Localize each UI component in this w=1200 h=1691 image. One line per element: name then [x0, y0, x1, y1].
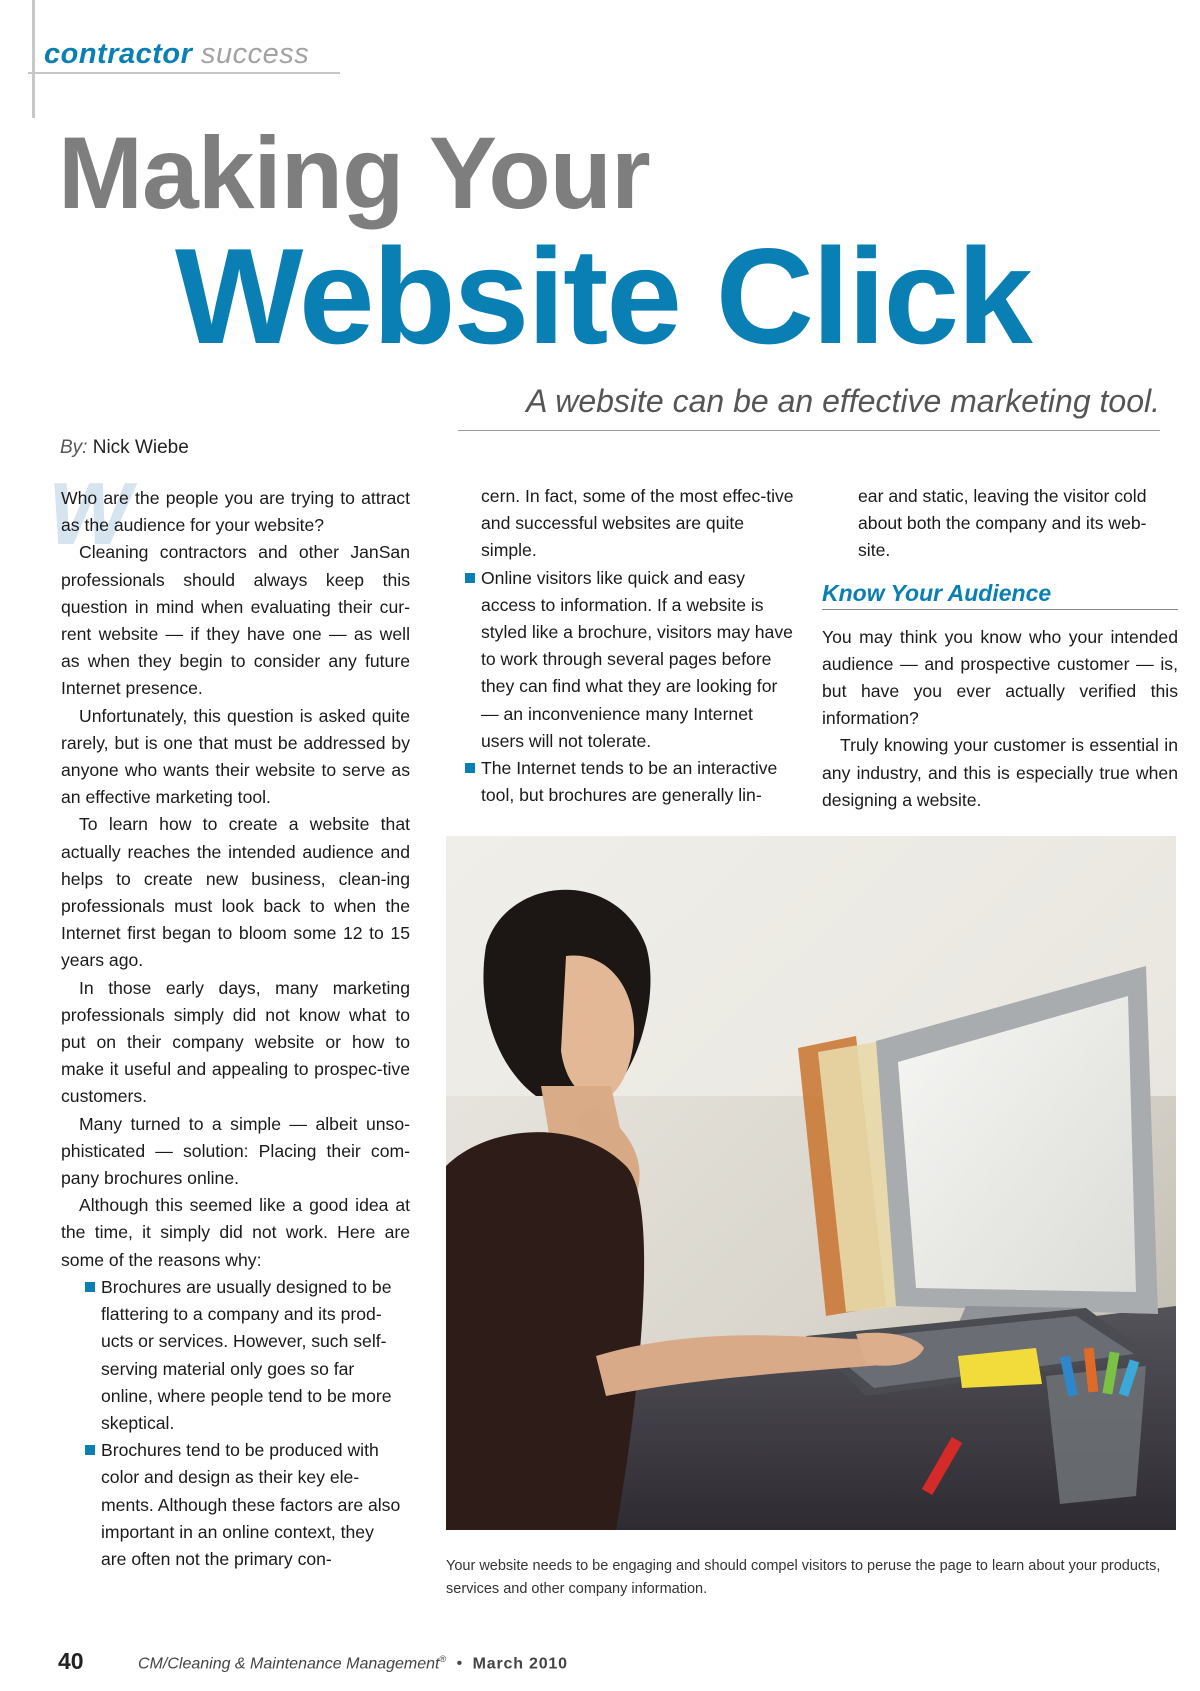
reasons-list [463, 565, 796, 810]
article-column-1 [61, 485, 410, 1573]
footer-magazine: CM/Cleaning & Maintenance Management [138, 1655, 440, 1673]
corner-rule-horizontal [28, 72, 340, 74]
paragraph-continued: cern. In fact, some of the most effec-tive and successful websites are quite simple. [481, 486, 794, 561]
byline [60, 437, 189, 459]
headline-line1: Making Your [58, 116, 650, 230]
paragraph: Unfortunately, this question is asked quite rarely, but is one that must be addressed by anyone who wants their website to serve as an effective marketing tool. [61, 705, 410, 808]
byline-author: Nick Wiebe [92, 437, 189, 458]
list-item: Online visitors like quick and easy access to information. If a website is styled like a brochure, visitors may have to work through several pages before they can find what they are looking for — an inconvenience many Internet users will not tolerate. [463, 565, 796, 755]
paragraph: In those early days, many marketing professionals simply did not know what to put on their company website or how to make it useful and appealing to prospec-tive customers. [61, 977, 410, 1107]
section-tag-word2: success [200, 38, 310, 70]
paragraph: Although this seemed like a good idea at the time, it simply did not work. Here are some of the reasons why: [61, 1195, 410, 1270]
article-photo [446, 836, 1176, 1530]
corner-rule-vertical [32, 0, 35, 118]
paragraph: Cleaning contractors and other JanSan professionals should always keep this question in mind when evaluating their cur-rent website — if they have one — as well as when they begin to consider any future Internet presence. [61, 542, 410, 699]
footer-line [138, 1654, 568, 1673]
section-tag-word1: contractor [44, 38, 193, 70]
deck-subtitle: A website can be an effective marketing tool. [526, 383, 1160, 419]
photo-caption: Your website needs to be engaging and should compel visitors to peruse the page to learn about your products, services and other company information. [446, 1558, 1161, 1597]
byline-label: By: [60, 437, 88, 458]
footer-registered-mark: ® [439, 1654, 447, 1664]
reasons-list [83, 1274, 410, 1573]
footer-date: March 2010 [472, 1655, 568, 1673]
paragraph: Who are the people you are trying to attract as the audience for your website? [61, 488, 410, 536]
subtitle-rule [458, 430, 1160, 431]
drop-cap-letter: W [48, 464, 132, 563]
footer-separator: • [456, 1655, 463, 1673]
paragraph: To learn how to create a website that actually reaches the intended audience and helps to create new business, clean-ing professionals must look back to when the Internet first began to bloom some 12 to 15 years ago. [61, 814, 410, 971]
paragraph: You may think you know who your intended audience — and prospective customer — is, but have you ever actually verified this information? [822, 626, 1178, 729]
list-item: The Internet tends to be an interactive tool, but brochures are generally lin- [463, 755, 796, 809]
headline-line2: Website Click [175, 220, 1031, 372]
list-item: Brochures tend to be produced with color and design as their key ele-ments. Although these factors are also important in an online context, they are often not the primary con- [83, 1437, 402, 1573]
paragraph: Truly knowing your customer is essential in any industry, and this is especially true when designing a website. [822, 735, 1178, 810]
list-item: Brochures are usually designed to be flattering to a company and its prod-ucts or services. However, such self-serving material only goes so far online, where people tend to be more skeptical. [83, 1274, 402, 1437]
paragraph: Many turned to a simple — albeit unso-phisticated — solution: Placing their com-pany brochures online. [61, 1113, 410, 1189]
section-tag [44, 38, 309, 71]
page-number: 40 [58, 1648, 84, 1674]
article-column-2 [463, 483, 796, 809]
article-column-3 [822, 483, 1178, 814]
paragraph-continued: ear and static, leaving the visitor cold about both the company and its web-site. [858, 486, 1147, 561]
photo-woman-at-computer [446, 836, 1176, 1530]
subheading: Know Your Audience [822, 579, 1178, 610]
